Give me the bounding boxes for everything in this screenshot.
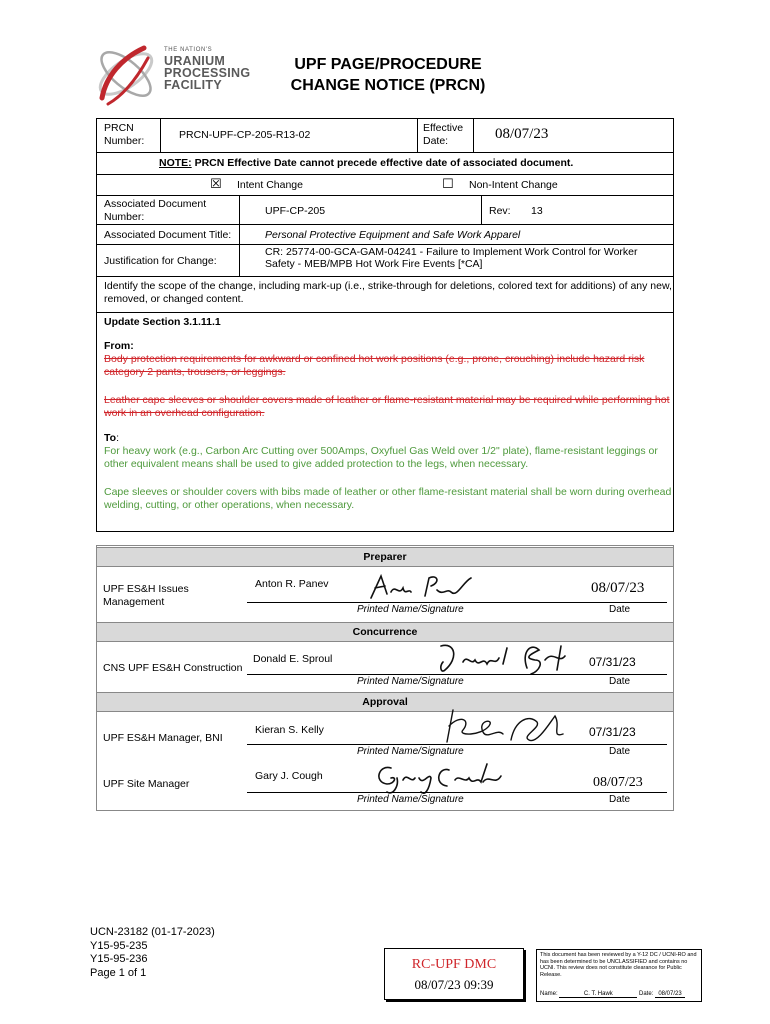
org-label: UPF ES&H Manager, BNI bbox=[103, 732, 223, 744]
effective-date-label-2: Date: bbox=[423, 135, 449, 147]
signature-line bbox=[247, 602, 667, 603]
rule bbox=[417, 119, 418, 152]
signature-icon bbox=[435, 638, 585, 678]
date-caption: Date bbox=[609, 676, 631, 687]
org-label: CNS UPF ES&H Construction bbox=[103, 662, 243, 674]
footer-line: Y15-95-235 bbox=[90, 939, 148, 952]
rule bbox=[97, 312, 673, 313]
from-text-1: Body protection requirements for awkward or confined hot work positions (e.g., prone, crouching) include hazard risk category 2 pants, trousers, or leggings. bbox=[104, 353, 645, 378]
review-date: 08/07/23 bbox=[655, 991, 685, 999]
printed-name: Donald E. Sproul bbox=[253, 653, 333, 665]
to-text-1: For heavy work (e.g., Carbon Arc Cutting over 500Amps, Oxyfuel Gas Weld over 1/2" plate), flame-resistant leggings or other equivalent means shall be used to give added protection to the legs, when necessary. bbox=[104, 445, 658, 470]
review-text: This document has been reviewed by a Y-12 DC / UCNI-RO and has been determined to be UNCLASSIFIED and contains no UCNI. This review does not constitute clearance for Public Release. bbox=[540, 952, 697, 978]
logo-line-3: FACILITY bbox=[164, 78, 222, 92]
assoc-doc-value: UPF-CP-205 bbox=[265, 205, 326, 217]
dmc-stamp-datetime: 08/07/23 09:39 bbox=[414, 977, 494, 992]
rule bbox=[97, 276, 673, 277]
rule bbox=[239, 195, 240, 276]
rule bbox=[97, 152, 673, 153]
to-label: To bbox=[104, 432, 117, 444]
intent-change-label: Intent Change bbox=[237, 179, 303, 191]
scope-section: Update Section 3.1.11.1 bbox=[104, 316, 221, 328]
printed-name-caption: Printed Name/Signature bbox=[357, 604, 464, 615]
signature-line bbox=[247, 792, 667, 793]
from-label: From: bbox=[104, 340, 134, 352]
preparer-band: Preparer bbox=[97, 547, 673, 567]
effective-date-value: 08/07/23 bbox=[495, 126, 549, 142]
justification-value: CR: 25774-00-GCA-GAM-04241 - Failure to Implement Work Control for Worker Safety - MEB/MPB Hot Work Fire Events [*CA] bbox=[265, 246, 638, 270]
concurrence-band: Concurrence bbox=[97, 622, 673, 642]
rule bbox=[97, 244, 673, 245]
date-caption: Date bbox=[609, 746, 631, 757]
rule bbox=[97, 174, 673, 175]
page-title bbox=[258, 54, 518, 96]
prcn-number-value: PRCN-UPF-CP-205-R13-02 bbox=[179, 129, 311, 141]
logo-line-1: URANIUM bbox=[164, 54, 226, 68]
printed-name: Anton R. Panev bbox=[255, 578, 329, 590]
sign-date: 07/31/23 bbox=[589, 725, 636, 739]
title-line-1: UPF PAGE/PROCEDURE bbox=[294, 56, 482, 73]
assoc-doc-label-2: Number: bbox=[104, 211, 145, 223]
page-number: Page 1 of 1 bbox=[90, 966, 147, 979]
to-text-2: Cape sleeves or shoulder covers with bibs made of leather or other flame-resistant material shall be worn during overhead welding, cutting, or other operations, when necessary. bbox=[104, 486, 672, 511]
footer-line: UCN-23182 (01-17-2023) bbox=[90, 926, 215, 938]
rule bbox=[97, 195, 673, 196]
printed-name: Kieran S. Kelly bbox=[255, 724, 324, 736]
intent-change-checkbox[interactable]: ☒ bbox=[210, 176, 222, 191]
printed-name-caption: Printed Name/Signature bbox=[357, 676, 464, 687]
from-text-2: Leather cape sleeves or shoulder covers made of leather or flame-resistant material may be required while performing hot work in an overhead configuration. bbox=[104, 394, 670, 419]
review-name: C. T. Hawk bbox=[559, 991, 637, 999]
nonintent-change-checkbox[interactable]: ☐ bbox=[442, 176, 454, 191]
logo-line-2: PROCESSING bbox=[164, 66, 251, 80]
rule bbox=[160, 119, 161, 152]
rev-value: 13 bbox=[531, 205, 543, 217]
sign-date: 07/31/23 bbox=[589, 655, 636, 669]
dmc-stamp-title: RC-UPF DMC bbox=[411, 957, 497, 972]
signature-line bbox=[247, 674, 667, 675]
logo-tagline: THE NATION'S bbox=[164, 47, 213, 53]
review-date-label: Date: bbox=[639, 990, 654, 997]
classification-review-stamp bbox=[536, 949, 702, 1002]
signature-icon bbox=[437, 706, 577, 748]
signature-table bbox=[96, 545, 674, 811]
prcn-number-label-1: PRCN bbox=[104, 122, 134, 134]
nonintent-change-label: Non-Intent Change bbox=[469, 179, 558, 191]
printed-name: Gary J. Cough bbox=[255, 770, 323, 782]
assoc-doc-label-1: Associated Document bbox=[104, 198, 207, 210]
note-text: PRCN Effective Date cannot precede effective date of associated document. bbox=[191, 157, 574, 169]
rule bbox=[473, 119, 474, 152]
review-sign-row bbox=[540, 991, 685, 999]
prcn-form bbox=[96, 118, 674, 532]
date-caption: Date bbox=[609, 794, 631, 805]
approval-band: Approval bbox=[97, 692, 673, 712]
date-caption: Date bbox=[609, 604, 631, 615]
upf-logo bbox=[92, 36, 262, 112]
note-prefix: NOTE: bbox=[159, 157, 192, 169]
footer-line: Y15-95-236 bbox=[90, 953, 148, 965]
signature-icon bbox=[367, 570, 487, 604]
signature-line bbox=[247, 744, 667, 745]
assoc-title-label: Associated Document Title: bbox=[104, 229, 232, 241]
atom-logo-icon bbox=[92, 36, 164, 112]
effective-date-label-1: Effective bbox=[423, 122, 464, 134]
sign-date: 08/07/23 bbox=[591, 580, 645, 596]
note-line bbox=[159, 157, 573, 169]
review-name-label: Name: bbox=[540, 990, 558, 997]
footer-ids bbox=[90, 926, 215, 980]
org-label-2: Management bbox=[103, 596, 165, 608]
rule bbox=[97, 224, 673, 225]
prcn-number-label-2: Number: bbox=[104, 135, 145, 147]
to-colon: : bbox=[116, 432, 119, 444]
printed-name-caption: Printed Name/Signature bbox=[357, 746, 464, 757]
title-line-2: CHANGE NOTICE (PRCN) bbox=[290, 77, 486, 94]
dmc-stamp bbox=[384, 948, 524, 1000]
to-line bbox=[104, 432, 119, 444]
org-label: UPF ES&H Issues bbox=[103, 583, 189, 595]
justification-label: Justification for Change: bbox=[104, 255, 217, 267]
sign-date: 08/07/23 bbox=[593, 775, 643, 790]
scope-instruction: Identify the scope of the change, including mark-up (i.e., strike-through for deletions, colored text for additions) of any new, removed, or changed content. bbox=[104, 280, 672, 305]
assoc-title-value: Personal Protective Equipment and Safe Work Apparel bbox=[265, 229, 521, 241]
printed-name-caption: Printed Name/Signature bbox=[357, 794, 464, 805]
rev-label: Rev: bbox=[489, 205, 511, 217]
rule bbox=[481, 195, 482, 224]
org-label: UPF Site Manager bbox=[103, 778, 190, 790]
